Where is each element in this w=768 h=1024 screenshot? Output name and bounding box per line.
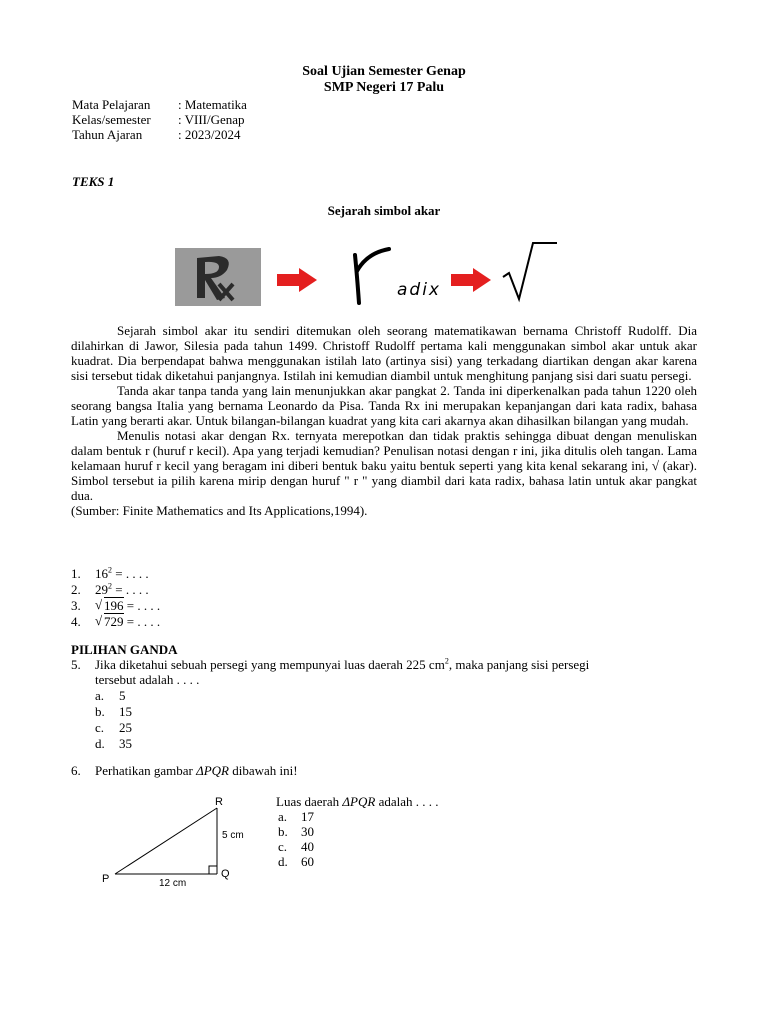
root-symbol-evolution-figure (175, 231, 575, 313)
question-expression (95, 566, 149, 581)
section-heading: Sejarah simbol akar (327, 203, 441, 218)
base: 29 (95, 582, 108, 597)
question-number: 4. (71, 614, 81, 629)
meta-label: Mata Pelajaran (72, 97, 151, 112)
question-text-part: Jika diketahui sebuah persegi yang mempunyai luas daerah 225 cm (95, 657, 445, 672)
option-value: 30 (301, 824, 314, 839)
question-expression (95, 582, 149, 597)
option-b[interactable] (95, 704, 132, 719)
question-text-part: Perhatikan gambar (95, 763, 197, 778)
arrow-right-icon (277, 268, 317, 292)
exponent: 2 (108, 565, 112, 575)
option-key: a. (278, 809, 288, 824)
answer-blank: = . . . . (112, 566, 149, 581)
question-ask (276, 794, 439, 809)
radical-sign-icon: √ (95, 597, 103, 612)
option-key: d. (278, 854, 288, 869)
option-c[interactable] (278, 839, 314, 854)
question-text-part: dibawah ini! (228, 763, 298, 778)
meta-label: Tahun Ajaran (72, 127, 143, 142)
meta-row-class (72, 112, 472, 127)
exponent: 2 (108, 581, 112, 591)
side-qr-label: 5 cm (222, 830, 244, 841)
question-number: 6. (71, 763, 81, 778)
answer-blank: = . . . . (123, 614, 161, 629)
meta-value: : VIII/Genap (178, 112, 245, 127)
question-5 (71, 657, 711, 752)
arrow-right-icon (451, 268, 491, 292)
text-body (71, 323, 697, 518)
option-key: c. (95, 720, 105, 735)
paragraph: Tanda akar tanpa tanda yang lain menunjukkan akar pangkat 2. Tanda ini diperkenalkan pada tahun 1220 oleh seorang bangsa Italia yang bernama Leonardo da Pisa. Tanda Rx ini merupakan kepanjangan dari kata radix, bahasa Latin yang berarti akar. Untuk bilangan-bilangan kuadrat yang kita cari akarnya akan dihasilkan bilangan yang mudah. (71, 383, 697, 428)
question-text-part: adalah . . . . (375, 794, 439, 809)
question-number: 3. (71, 598, 81, 613)
option-key: b. (278, 824, 288, 839)
radical (95, 598, 124, 613)
triangle-notation: ΔPQR (196, 763, 229, 778)
question-text-line: tersebut adalah . . . . (95, 672, 200, 687)
answer-blank: = . . . . (123, 598, 161, 613)
school-name: SMP Negeri 17 Palu (323, 80, 445, 95)
section-label: TEKS 1 (72, 174, 115, 189)
option-value: 5 (119, 688, 126, 703)
vertex-q-label: Q (221, 868, 230, 880)
question-number: 2. (71, 582, 81, 597)
radicand: 729 (104, 614, 124, 629)
meta-row-subject (72, 97, 472, 112)
option-value: 25 (119, 720, 132, 735)
answer-blank: = . . . . (112, 582, 149, 597)
option-d[interactable] (278, 854, 314, 869)
short-question-list (71, 566, 371, 630)
meta-value: : Matematika (178, 97, 247, 112)
question-text-part: Luas daerah (276, 794, 343, 809)
question-expression (95, 598, 160, 613)
option-b[interactable] (278, 824, 314, 839)
option-key: a. (95, 688, 105, 703)
question-number: 5. (71, 657, 81, 672)
option-value: 35 (119, 736, 132, 751)
option-key: c. (278, 839, 288, 854)
vertex-r-label: R (215, 796, 223, 808)
paragraph: Menulis notasi akar dengan Rx. ternyata merepotkan dan tidak praktis sehingga dibuat dengan menuliskan dalam bentuk r (huruf r kecil). Apa yang terjadi kemudian? Penulisan notasi dengan r ini, jika ditulis oleh tangan. Lama kelamaan huruf r kecil yang beragam ini diberi bentuk baku yaitu bentuk seperti yang kita kenal sekarang ini, √ (akar). Simbol tersebut ia pilih karena mirip dengan huruf " r " yang diambil dari kata radix, bahasa latin untuk akar pangkat dua. (71, 428, 697, 503)
radical (95, 614, 124, 629)
side-pq-label: 12 cm (159, 878, 187, 889)
radicand: 196 (104, 598, 124, 613)
question-text (95, 763, 298, 778)
radical-sign-icon: √ (95, 613, 103, 628)
meta-value: : 2023/2024 (178, 127, 241, 142)
source-citation: (Sumber: Finite Mathematics and Its Applications,1994). (71, 503, 368, 518)
paragraph: Sejarah simbol akar itu sendiri ditemukan oleh seorang matematikawan bernama Christoff Rudolff. Dia dilahirkan di Jawor, Silesia pada tahun 1499. Christoff Rudolff pertama kali menggunakan simbol akar untuk akar kuadrat. Dia berpendapat bahwa menggunakan istilah lato (artinya sisi) yang terkadang diartikan dengan akar karena sisi tersebut tidak diketahui panjangnya. Istilah ini kemudian diambil untuk menghitung panjang sisi dari suatu persegi. (71, 323, 697, 383)
option-d[interactable] (95, 736, 132, 751)
rx-symbol-image (175, 248, 261, 306)
option-value: 17 (301, 809, 314, 824)
base: 16 (95, 566, 108, 581)
radix-word: adix (397, 280, 441, 300)
multiple-choice-heading: PILIHAN GANDA (71, 642, 178, 657)
meta-row-year (72, 127, 472, 142)
vertex-p-label: P (102, 873, 110, 885)
option-value: 40 (301, 839, 314, 854)
triangle-pqr-figure (95, 793, 255, 893)
exponent: 2 (444, 656, 449, 666)
option-key: b. (95, 704, 105, 719)
question-number: 1. (71, 566, 81, 581)
option-c[interactable] (95, 720, 132, 735)
option-value: 60 (301, 854, 314, 869)
question-expression (95, 614, 160, 629)
exam-title: Soal Ujian Semester Genap (302, 64, 466, 79)
option-a[interactable] (278, 809, 314, 824)
option-key: d. (95, 736, 105, 751)
square-root-icon (499, 241, 559, 303)
handwritten-radix-icon (345, 245, 455, 311)
meta-label: Kelas/semester (72, 112, 151, 127)
triangle-notation: ΔPQR (342, 794, 376, 809)
question-text (95, 657, 589, 672)
question-text-part: , maka panjang sisi persegi (448, 657, 590, 672)
option-a[interactable] (95, 688, 126, 703)
option-value: 15 (119, 704, 132, 719)
